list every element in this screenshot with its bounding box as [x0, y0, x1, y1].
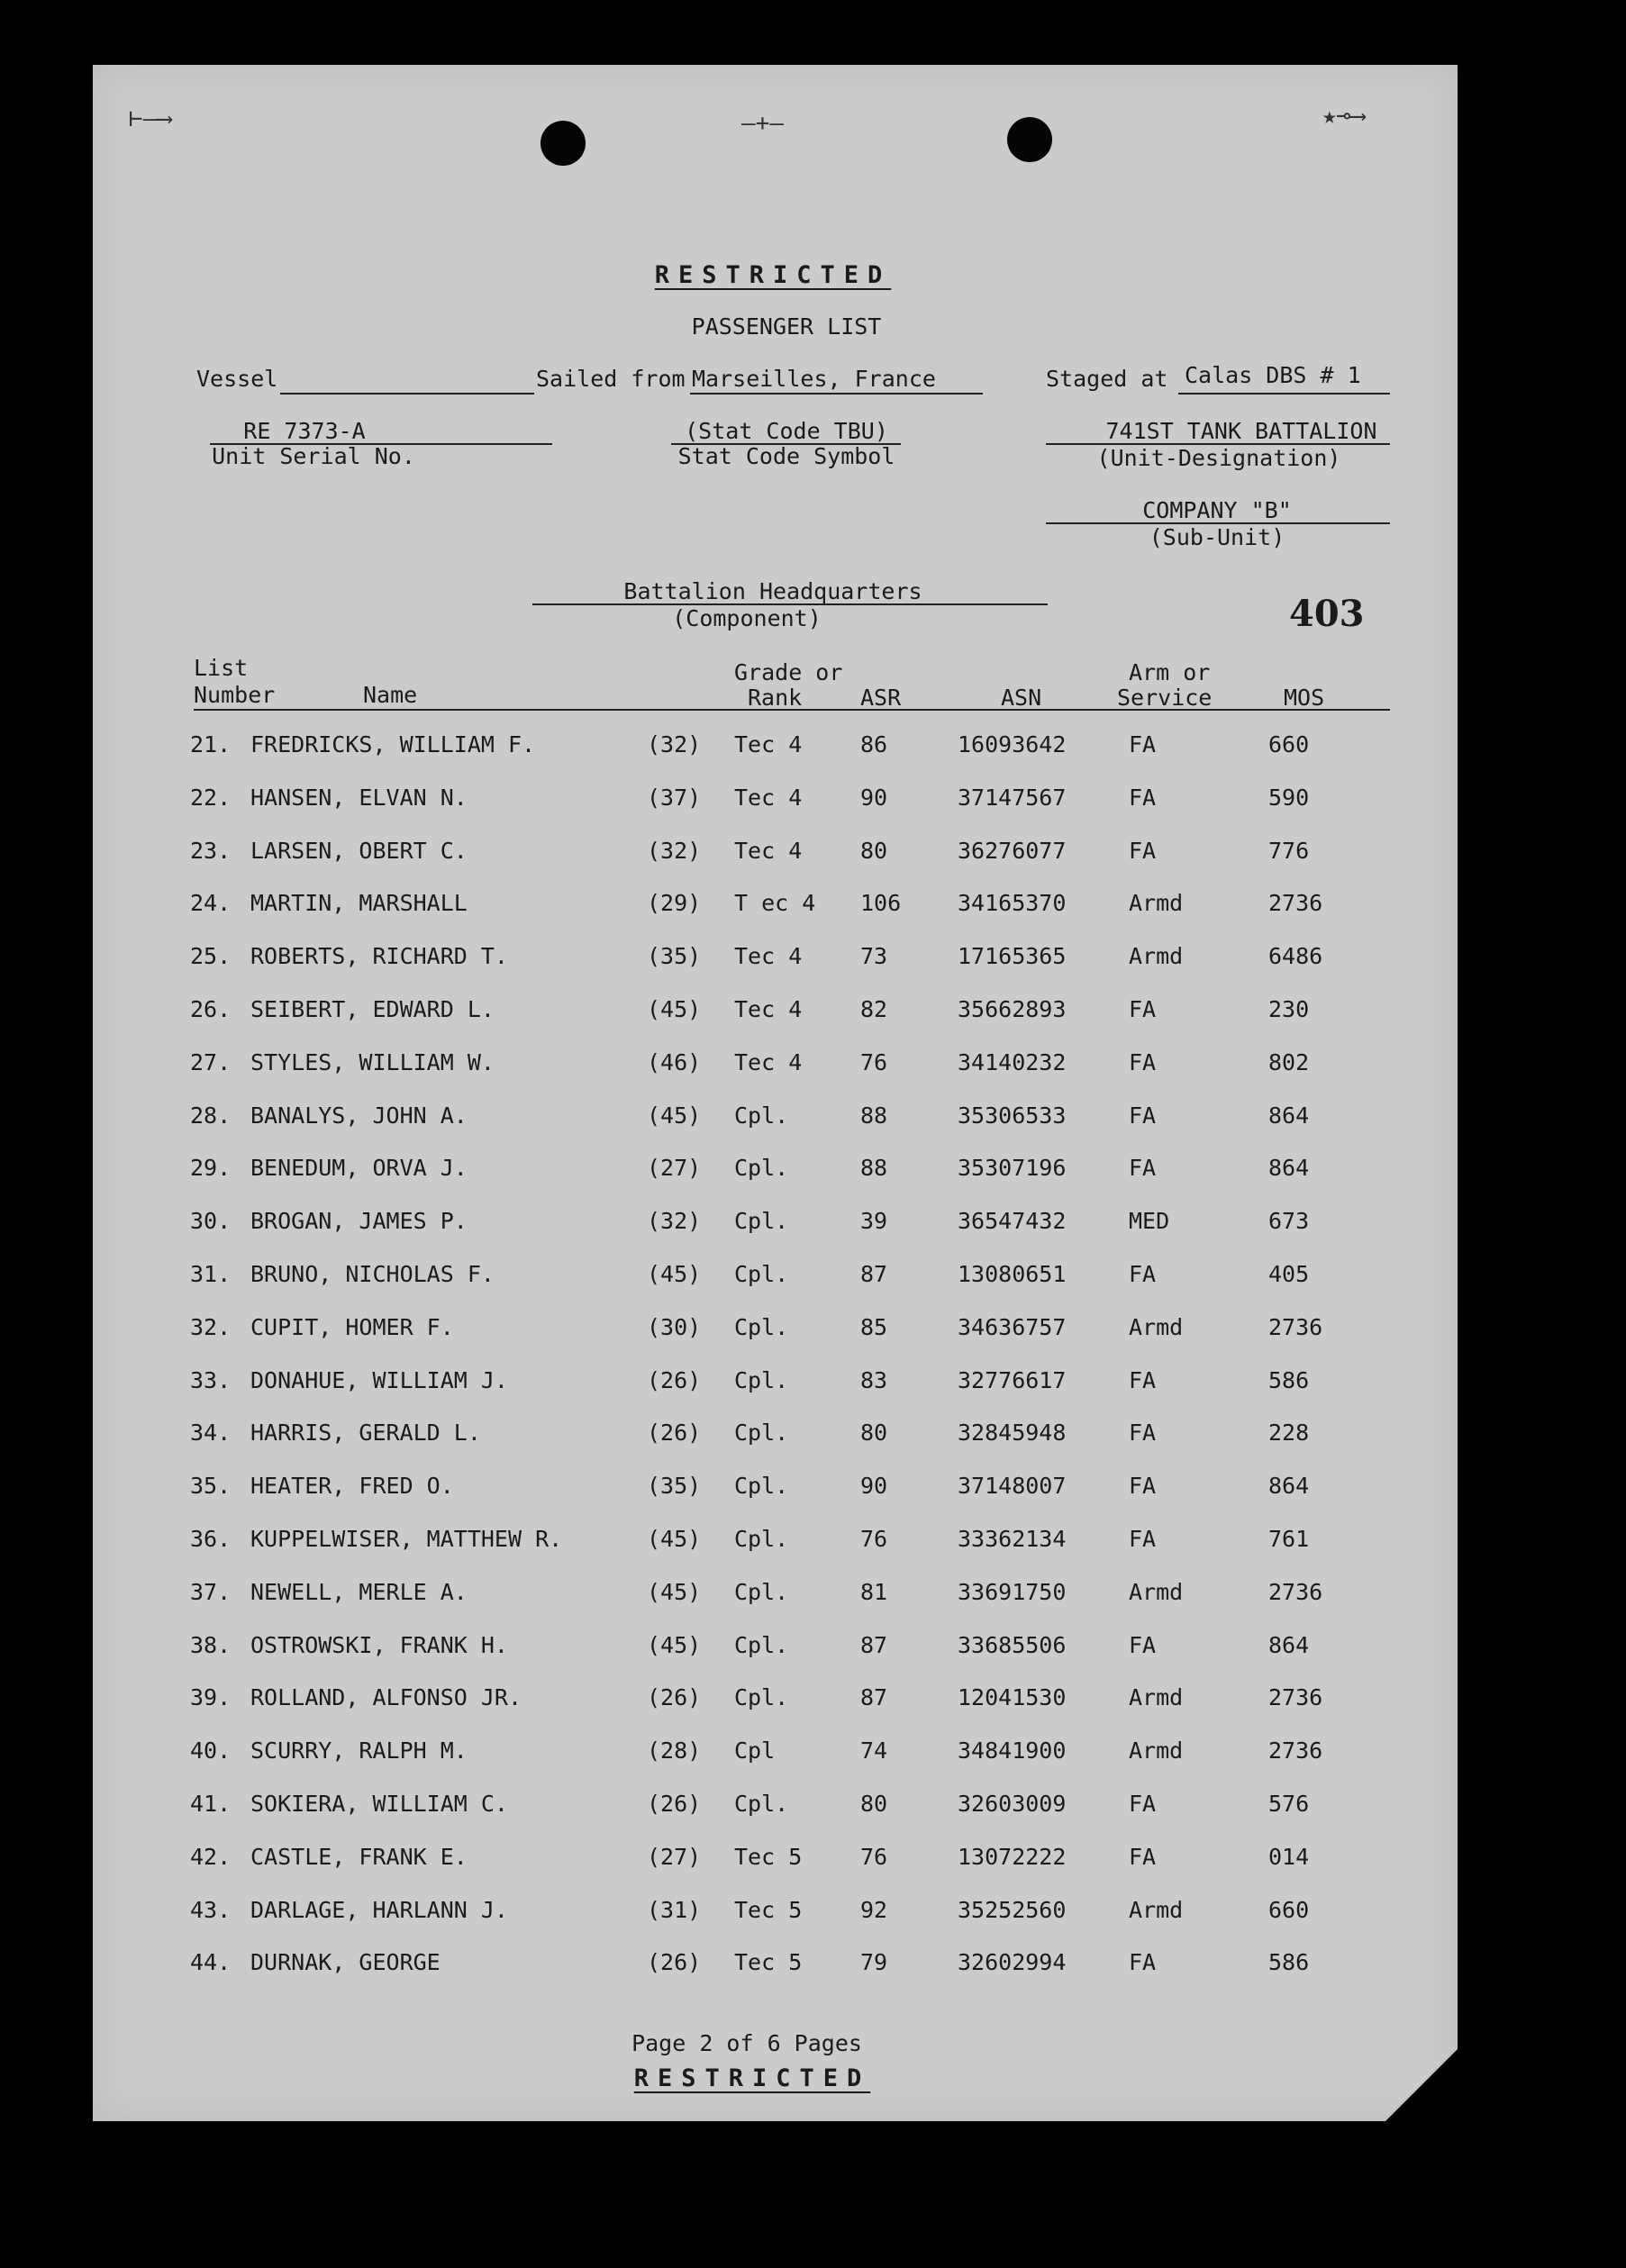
age: (35) — [647, 943, 702, 970]
arm-or-service: Armd — [1129, 1896, 1184, 1923]
grade-or-rank: Cpl. — [734, 1366, 789, 1393]
table-row — [93, 1367, 1458, 1403]
passenger-name: NEWELL, MERLE A. — [250, 1578, 468, 1605]
arm-or-service: FA — [1129, 1791, 1157, 1817]
table-row — [93, 943, 1458, 979]
col-name: Name — [363, 682, 418, 708]
table-row — [93, 1632, 1458, 1668]
age: (45) — [647, 996, 702, 1022]
grade-or-rank: Cpl. — [734, 1313, 789, 1340]
asn: 16093642 — [958, 731, 1067, 758]
asn: 34636757 — [958, 1313, 1067, 1340]
arm-or-service: MED — [1129, 1208, 1170, 1235]
mos: 230 — [1268, 996, 1310, 1022]
passenger-name: DARLAGE, HARLANN J. — [250, 1896, 508, 1923]
table-row — [93, 838, 1458, 874]
document-title: PASSENGER LIST — [691, 313, 882, 340]
asn: 34140232 — [958, 1048, 1067, 1075]
age: (32) — [647, 1208, 702, 1235]
table-row — [93, 1420, 1458, 1456]
passenger-name: STYLES, WILLIAM W. — [250, 1048, 495, 1075]
asn: 36276077 — [958, 837, 1067, 864]
grade-or-rank: Cpl. — [734, 1473, 789, 1500]
mos: 761 — [1268, 1526, 1310, 1552]
asr: 88 — [860, 1155, 888, 1182]
unit-serial-value: RE 7373-A — [243, 418, 366, 444]
pencil-mark-left: ⊢—⟶ — [129, 105, 171, 132]
asn: 35306533 — [958, 1102, 1067, 1129]
col-asn: ASN — [1001, 685, 1042, 711]
list-number: 35. — [190, 1473, 232, 1500]
list-number: 41. — [190, 1791, 232, 1817]
asr: 74 — [860, 1737, 888, 1765]
torn-corner — [1385, 2049, 1458, 2121]
mos: 776 — [1268, 837, 1310, 864]
table-row — [93, 1314, 1458, 1350]
asr: 92 — [860, 1896, 888, 1923]
list-number: 22. — [190, 784, 232, 811]
asn: 35307196 — [958, 1155, 1067, 1182]
arm-or-service: FA — [1129, 1420, 1157, 1447]
asr: 39 — [860, 1208, 888, 1235]
asn: 37147567 — [958, 784, 1067, 811]
asn: 32603009 — [958, 1791, 1067, 1817]
age: (26) — [647, 1791, 702, 1817]
asr: 87 — [860, 1684, 888, 1711]
passenger-name: SCURRY, RALPH M. — [250, 1737, 468, 1765]
pencil-mark-right: ★⊸⟶ — [1322, 103, 1365, 130]
arm-or-service: Armd — [1129, 1313, 1184, 1340]
passenger-name: CASTLE, FRANK E. — [250, 1843, 468, 1870]
staged-at-value: Calas DBS # 1 — [1185, 362, 1361, 388]
passenger-name: CUPIT, HOMER F. — [250, 1313, 454, 1340]
grade-or-rank: Cpl. — [734, 1102, 789, 1129]
passenger-name: ROLLAND, ALFONSO JR. — [250, 1684, 522, 1711]
asn: 35252560 — [958, 1896, 1067, 1923]
list-number: 43. — [190, 1896, 232, 1923]
mos: 864 — [1268, 1102, 1310, 1129]
passenger-name: KUPPELWISER, MATTHEW R. — [250, 1526, 563, 1552]
arm-or-service: FA — [1129, 837, 1157, 864]
grade-or-rank: Tec 4 — [734, 837, 803, 864]
table-row — [93, 1155, 1458, 1191]
asn: 12041530 — [958, 1684, 1067, 1711]
age: (35) — [647, 1473, 702, 1500]
asr: 73 — [860, 943, 888, 970]
table-row — [93, 1579, 1458, 1615]
passenger-name: DONAHUE, WILLIAM J. — [250, 1366, 508, 1393]
age: (26) — [647, 1949, 702, 1976]
arm-or-service: FA — [1129, 1261, 1157, 1287]
asr: 82 — [860, 996, 888, 1022]
mos: 2736 — [1268, 1684, 1323, 1711]
mos: 576 — [1268, 1791, 1310, 1817]
age: (28) — [647, 1737, 702, 1765]
table-row — [93, 1208, 1458, 1244]
list-number: 30. — [190, 1208, 232, 1235]
asr: 106 — [860, 890, 902, 917]
pencil-mark-center: —+— — [741, 110, 784, 137]
passenger-name: HEATER, FRED O. — [250, 1473, 454, 1500]
punch-hole-left — [540, 121, 586, 166]
list-number: 42. — [190, 1843, 232, 1870]
grade-or-rank: Tec 4 — [734, 784, 803, 811]
col-list-1: List — [194, 655, 249, 681]
asn: 36547432 — [958, 1208, 1067, 1235]
passenger-name: BENEDUM, ORVA J. — [250, 1155, 468, 1182]
list-number: 24. — [190, 890, 232, 917]
arm-or-service: FA — [1129, 784, 1157, 811]
table-row — [93, 1949, 1458, 1985]
age: (45) — [647, 1578, 702, 1605]
grade-or-rank: Tec 4 — [734, 996, 803, 1022]
grade-or-rank: Cpl. — [734, 1791, 789, 1817]
age: (45) — [647, 1631, 702, 1658]
age: (27) — [647, 1843, 702, 1870]
asn: 17165365 — [958, 943, 1067, 970]
col-mos: MOS — [1284, 685, 1325, 711]
age: (45) — [647, 1261, 702, 1287]
passenger-name: HANSEN, ELVAN N. — [250, 784, 468, 811]
unit-designation-value: 741ST TANK BATTALION — [1105, 418, 1377, 444]
grade-or-rank: T ec 4 — [734, 890, 816, 917]
asn: 34165370 — [958, 890, 1067, 917]
passenger-name: SEIBERT, EDWARD L. — [250, 996, 495, 1022]
passenger-name: BROGAN, JAMES P. — [250, 1208, 468, 1235]
asr: 76 — [860, 1526, 888, 1552]
arm-or-service: FA — [1129, 1048, 1157, 1075]
sailed-from-label: Sailed from — [536, 366, 686, 392]
stat-code-value: (Stat Code TBU) — [685, 418, 888, 444]
age: (26) — [647, 1420, 702, 1447]
asr: 88 — [860, 1102, 888, 1129]
table-row — [93, 1897, 1458, 1933]
arm-or-service: FA — [1129, 1102, 1157, 1129]
age: (26) — [647, 1684, 702, 1711]
list-number: 34. — [190, 1420, 232, 1447]
asn: 34841900 — [958, 1737, 1067, 1765]
sub-unit-value: COMPANY "B" — [1142, 497, 1292, 523]
asr: 87 — [860, 1261, 888, 1287]
asn: 37148007 — [958, 1473, 1067, 1500]
asr: 90 — [860, 1473, 888, 1500]
asr: 80 — [860, 1791, 888, 1817]
grade-or-rank: Cpl. — [734, 1578, 789, 1605]
table-row — [93, 1473, 1458, 1509]
asr: 81 — [860, 1578, 888, 1605]
list-number: 27. — [190, 1048, 232, 1075]
mos: 586 — [1268, 1949, 1310, 1976]
table-row — [93, 1049, 1458, 1085]
age: (29) — [647, 890, 702, 917]
asn: 13072222 — [958, 1843, 1067, 1870]
list-number: 40. — [190, 1737, 232, 1765]
mos: 590 — [1268, 784, 1310, 811]
asn: 33362134 — [958, 1526, 1067, 1552]
age: (46) — [647, 1048, 702, 1075]
arm-or-service: FA — [1129, 731, 1157, 758]
asn: 32776617 — [958, 1366, 1067, 1393]
age: (27) — [647, 1155, 702, 1182]
asn: 32602994 — [958, 1949, 1067, 1976]
col-grade-2: Rank — [748, 685, 803, 711]
list-number: 23. — [190, 837, 232, 864]
list-number: 32. — [190, 1313, 232, 1340]
mos: 660 — [1268, 1896, 1310, 1923]
grade-or-rank: Cpl. — [734, 1684, 789, 1711]
mos: 2736 — [1268, 890, 1323, 917]
arm-or-service: Armd — [1129, 1737, 1184, 1765]
mos: 660 — [1268, 731, 1310, 758]
arm-or-service: FA — [1129, 1949, 1157, 1976]
asr: 86 — [860, 731, 888, 758]
asr: 87 — [860, 1631, 888, 1658]
grade-or-rank: Cpl. — [734, 1526, 789, 1552]
mos: 864 — [1268, 1631, 1310, 1658]
passenger-name: DURNAK, GEORGE — [250, 1949, 441, 1976]
passenger-name: OSTROWSKI, FRANK H. — [250, 1631, 508, 1658]
grade-or-rank: Cpl. — [734, 1631, 789, 1658]
age: (32) — [647, 731, 702, 758]
arm-or-service: FA — [1129, 1631, 1157, 1658]
arm-or-service: FA — [1129, 1155, 1157, 1182]
arm-or-service: FA — [1129, 996, 1157, 1022]
list-number: 39. — [190, 1684, 232, 1711]
page-indicator: Page 2 of 6 Pages — [631, 2030, 862, 2056]
asn: 35662893 — [958, 996, 1067, 1022]
mos: 2736 — [1268, 1737, 1323, 1765]
mos: 586 — [1268, 1366, 1310, 1393]
mos: 2736 — [1268, 1313, 1323, 1340]
asr: 80 — [860, 837, 888, 864]
asr: 76 — [860, 1843, 888, 1870]
grade-or-rank: Cpl. — [734, 1261, 789, 1287]
table-row — [93, 890, 1458, 926]
grade-or-rank: Cpl — [734, 1737, 776, 1765]
grade-or-rank: Cpl. — [734, 1420, 789, 1447]
table-row — [93, 1102, 1458, 1139]
list-number: 33. — [190, 1366, 232, 1393]
list-number: 25. — [190, 943, 232, 970]
mos: 864 — [1268, 1473, 1310, 1500]
col-list-2: Number — [194, 682, 276, 708]
arm-or-service: FA — [1129, 1843, 1157, 1870]
stamp-number: 403 — [1289, 593, 1365, 635]
mos: 864 — [1268, 1155, 1310, 1182]
unit-designation-label: (Unit-Designation) — [1096, 445, 1341, 471]
asn: 33691750 — [958, 1578, 1067, 1605]
list-number: 37. — [190, 1578, 232, 1605]
mos: 014 — [1268, 1843, 1310, 1870]
grade-or-rank: Tec 5 — [734, 1843, 803, 1870]
list-number: 26. — [190, 996, 232, 1022]
arm-or-service: FA — [1129, 1366, 1157, 1393]
grade-or-rank: Cpl. — [734, 1208, 789, 1235]
list-number: 28. — [190, 1102, 232, 1129]
grade-or-rank: Tec 5 — [734, 1949, 803, 1976]
passenger-name: HARRIS, GERALD L. — [250, 1420, 481, 1447]
col-arm-2: Service — [1117, 685, 1213, 711]
passenger-name: LARSEN, OBERT C. — [250, 837, 468, 864]
grade-or-rank: Tec 4 — [734, 1048, 803, 1075]
table-row — [93, 1526, 1458, 1562]
grade-or-rank: Cpl. — [734, 1155, 789, 1182]
table-row — [93, 731, 1458, 767]
age: (26) — [647, 1366, 702, 1393]
grade-or-rank: Tec 5 — [734, 1896, 803, 1923]
list-number: 21. — [190, 731, 232, 758]
asn: 33685506 — [958, 1631, 1067, 1658]
restricted-heading: RESTRICTED — [654, 261, 892, 289]
arm-or-service: Armd — [1129, 943, 1184, 970]
mos: 2736 — [1268, 1578, 1323, 1605]
age: (45) — [647, 1526, 702, 1552]
table-row — [93, 1261, 1458, 1297]
stat-code-label: Stat Code Symbol — [677, 443, 895, 469]
list-number: 36. — [190, 1526, 232, 1552]
age: (32) — [647, 837, 702, 864]
passenger-name: BANALYS, JOHN A. — [250, 1102, 468, 1129]
passenger-name: BRUNO, NICHOLAS F. — [250, 1261, 495, 1287]
restricted-footer: RESTRICTED — [633, 2064, 871, 2092]
mos: 802 — [1268, 1048, 1310, 1075]
grade-or-rank: Tec 4 — [734, 731, 803, 758]
asr: 79 — [860, 1949, 888, 1976]
table-row — [93, 1791, 1458, 1827]
punch-hole-right — [1007, 117, 1052, 162]
asr: 80 — [860, 1420, 888, 1447]
asr: 90 — [860, 784, 888, 811]
list-number: 31. — [190, 1261, 232, 1287]
component-value: Battalion Headquarters — [623, 578, 922, 604]
passenger-name: ROBERTS, RICHARD T. — [250, 943, 508, 970]
staged-at-label: Staged at — [1046, 366, 1168, 392]
arm-or-service: FA — [1129, 1473, 1157, 1500]
component-label: (Component) — [672, 605, 822, 631]
age: (30) — [647, 1313, 702, 1340]
asr: 85 — [860, 1313, 888, 1340]
grade-or-rank: Tec 4 — [734, 943, 803, 970]
list-number: 44. — [190, 1949, 232, 1976]
age: (37) — [647, 784, 702, 811]
list-number: 29. — [190, 1155, 232, 1182]
col-arm-1: Arm or — [1129, 659, 1211, 685]
passenger-name: MARTIN, MARSHALL — [250, 890, 468, 917]
asn: 13080651 — [958, 1261, 1067, 1287]
mos: 6486 — [1268, 943, 1323, 970]
col-grade-1: Grade or — [734, 659, 843, 685]
unit-serial-label: Unit Serial No. — [212, 443, 415, 469]
list-number: 38. — [190, 1631, 232, 1658]
sailed-from-value: Marseilles, France — [692, 366, 936, 392]
table-row — [93, 996, 1458, 1032]
document-page — [93, 65, 1458, 2121]
arm-or-service: Armd — [1129, 1684, 1184, 1711]
mos: 405 — [1268, 1261, 1310, 1287]
table-row — [93, 785, 1458, 821]
asr: 83 — [860, 1366, 888, 1393]
table-row — [93, 1737, 1458, 1774]
arm-or-service: FA — [1129, 1526, 1157, 1552]
mos: 228 — [1268, 1420, 1310, 1447]
sub-unit-label: (Sub-Unit) — [1149, 524, 1285, 550]
passenger-name: SOKIERA, WILLIAM C. — [250, 1791, 508, 1817]
table-row — [93, 1844, 1458, 1880]
asr: 76 — [860, 1048, 888, 1075]
passenger-name: FREDRICKS, WILLIAM F. — [250, 731, 536, 758]
arm-or-service: Armd — [1129, 1578, 1184, 1605]
vessel-label: Vessel — [196, 366, 278, 392]
age: (31) — [647, 1896, 702, 1923]
asn: 32845948 — [958, 1420, 1067, 1447]
col-asr: ASR — [860, 685, 902, 711]
table-row — [93, 1684, 1458, 1720]
arm-or-service: Armd — [1129, 890, 1184, 917]
age: (45) — [647, 1102, 702, 1129]
mos: 673 — [1268, 1208, 1310, 1235]
